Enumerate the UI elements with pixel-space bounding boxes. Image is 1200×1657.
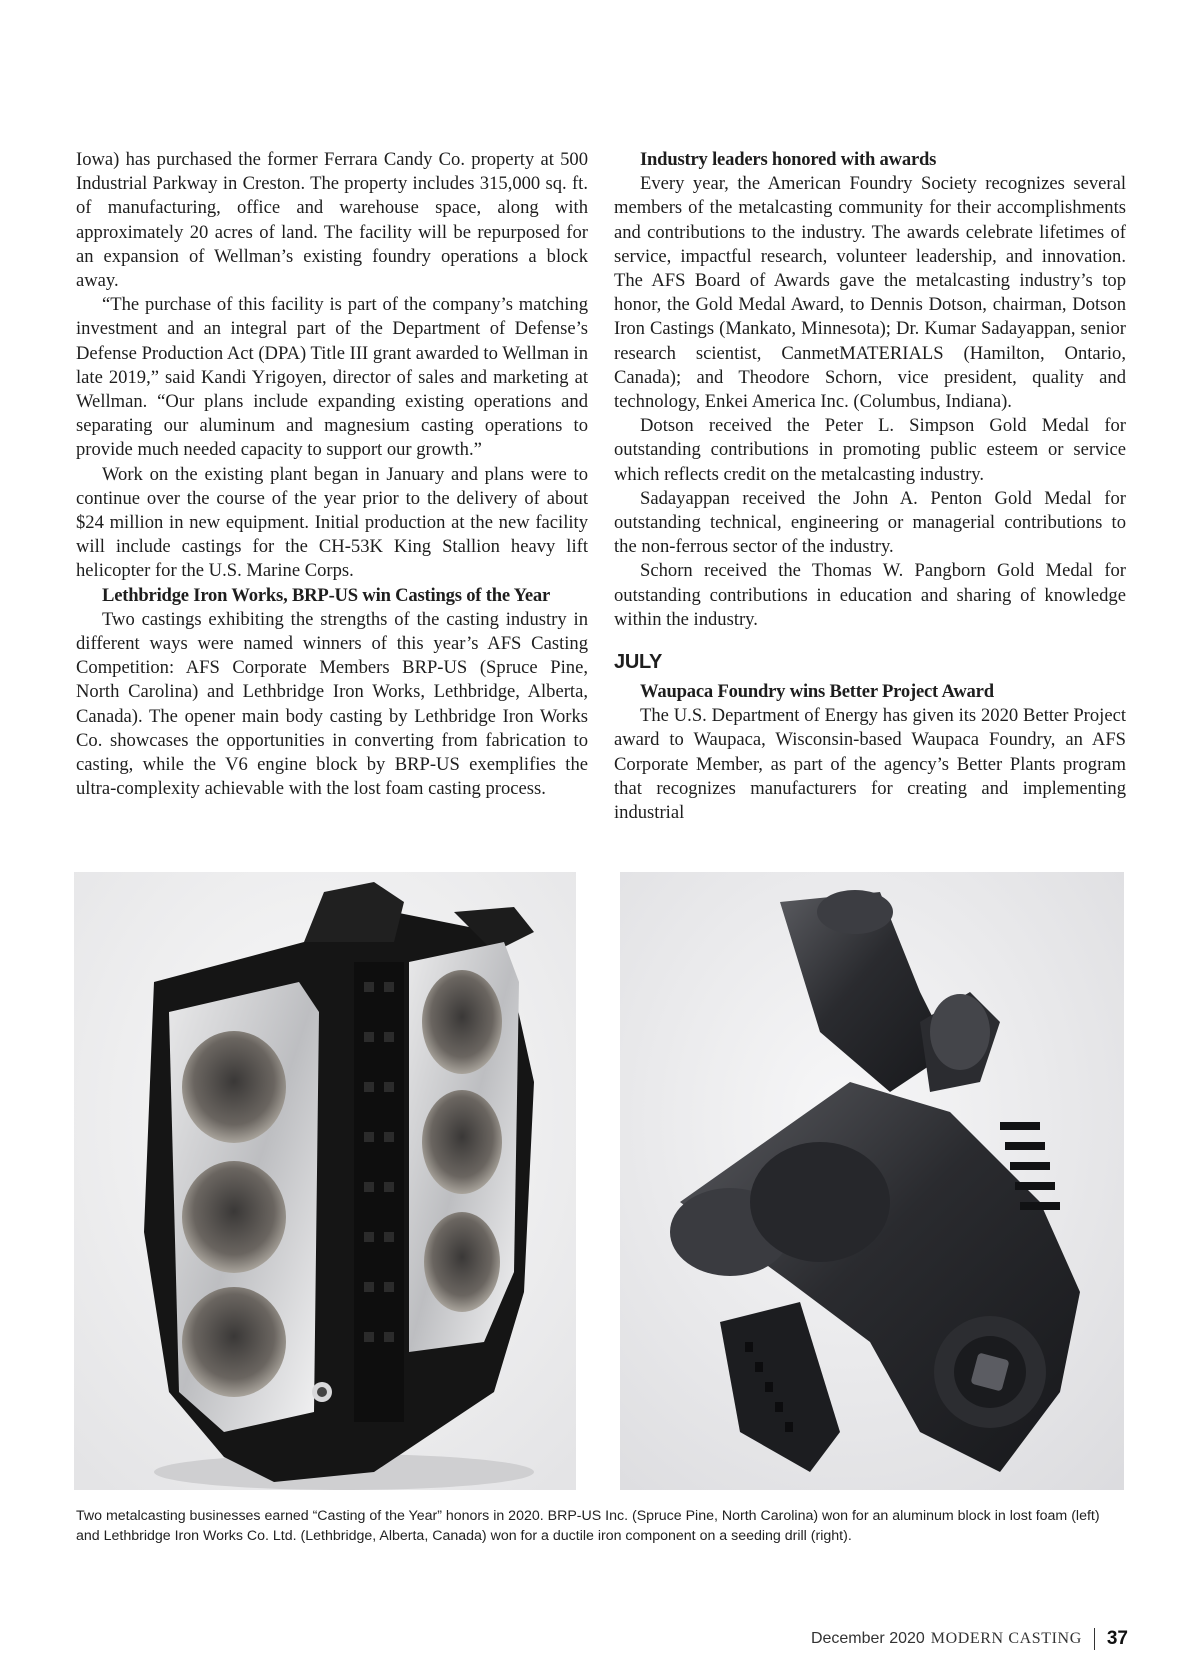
- page-footer: [811, 1628, 1128, 1650]
- photo-caption: Two metalcasting businesses earned “Casting of the Year” honors in 2020. BRP-US Inc. (Spruce Pine, North Carolina) won for an aluminum block in lost foam (left) and Lethbridge Iron Works Co. Ltd. (Lethbridge, Alberta, Canada) won for a ductile iron component on a seeding drill (right).: [76, 1508, 1100, 1544]
- body-paragraph: Two castings exhibiting the strengths of the casting industry in different ways were named winners of this year’s AFS Casting Competition: AFS Corporate Members BRP-US (Spruce Pine, North Carolina) and Lethbridge Iron Works, Lethbridge, Alberta, Canada). The opener main body casting by Lethbridge Iron Works Co. showcases the opportunities in converting from fabrication to casting, while the V6 engine block by BRP-US exemplifies the ultra-complexity achievable with the lost foam casting process.: [76, 608, 588, 800]
- engine-block-illustration: [74, 872, 576, 1490]
- body-paragraph: Iowa) has purchased the former Ferrara Candy Co. property at 500 Industrial Parkway in Creston. The property includes 315,000 sq. ft. of manufacturing, office and warehouse space, along with approximately 20 acres of land. The facility will be repurposed for an expansion of Wellman’s existing foundry operations a block away.: [76, 149, 588, 292]
- section-heading: Lethbridge Iron Works, BRP-US win Castings of the Year: [102, 584, 551, 606]
- opener-body-photo: [620, 872, 1124, 1490]
- footer-divider: [1094, 1628, 1095, 1650]
- section-heading: Waupaca Foundry wins Better Project Award: [640, 681, 994, 703]
- body-paragraph: Schorn received the Thomas W. Pangborn Gold Medal for outstanding contributions in education and sharing of knowledge within the industry.: [614, 560, 1126, 630]
- opener-casting-illustration: [620, 872, 1124, 1490]
- right-column: [614, 148, 1126, 825]
- left-column: [76, 148, 588, 801]
- body-paragraph: Sadayappan received the John A. Penton Gold Medal for outstanding technical, engineering or managerial contributions to the non-ferrous sector of the industry.: [614, 487, 1126, 558]
- body-paragraph: Work on the existing plant began in January and plans were to continue over the course of the year prior to the delivery of about $24 million in new equipment. Initial production at the new facility will include castings for the CH-53K King Stallion heavy lift helicopter for the U.S. Marine Corps.: [76, 463, 588, 582]
- engine-block-photo: [74, 872, 576, 1490]
- section-heading: Industry leaders honored with awards: [640, 149, 937, 170]
- body-paragraph: Every year, the American Foundry Society recognizes several members of the metalcasting community for their accomplishments and contributions to the industry. The awards celebrate lifetimes of service, impactful research, volunteer leadership, and innovation. The AFS Board of Awards gave the metalcasting industry’s top honor, the Gold Medal Award, to Dennis Dotson, chairman, Dotson Iron Castings (Mankato, Minnesota); Dr. Kumar Sadayappan, senior research scientist, CanmetMATERIALS (Hamilton, Ontario, Canada); and Theodore Schorn, vice president, quality and technology, Enkei America Inc. (Columbus, Indiana).: [614, 173, 1126, 413]
- footer-date: December 2020: [810, 1630, 925, 1647]
- body-paragraph: “The purchase of this facility is part of the company’s matching investment and an integral part of the Department of Defense’s Defense Production Act (DPA) Title III grant awarded to Wellman in late 2019,” said Kandi Yrigoyen, director of sales and marketing at Wellman. “Our plans include expanding existing operations and separating our aluminum and magnesium casting operations to provide much needed capacity to support our growth.”: [76, 294, 588, 461]
- body-paragraph: Dotson received the Peter L. Simpson Gold Medal for outstanding contributions in promoting public esteem or service which reflects credit on the metalcasting industry.: [614, 415, 1126, 485]
- month-heading: JULY: [614, 651, 663, 674]
- magazine-name: MODERN CASTING: [930, 1630, 1082, 1647]
- page-number: 37: [1106, 1628, 1128, 1649]
- body-paragraph: The U.S. Department of Energy has given its 2020 Better Project award to Waupaca, Wisconsin-based Waupaca Foundry, an AFS Corporate Member, as part of the agency’s Better Plants program that recognizes manufacturers for creating and implementing industrial: [614, 705, 1126, 824]
